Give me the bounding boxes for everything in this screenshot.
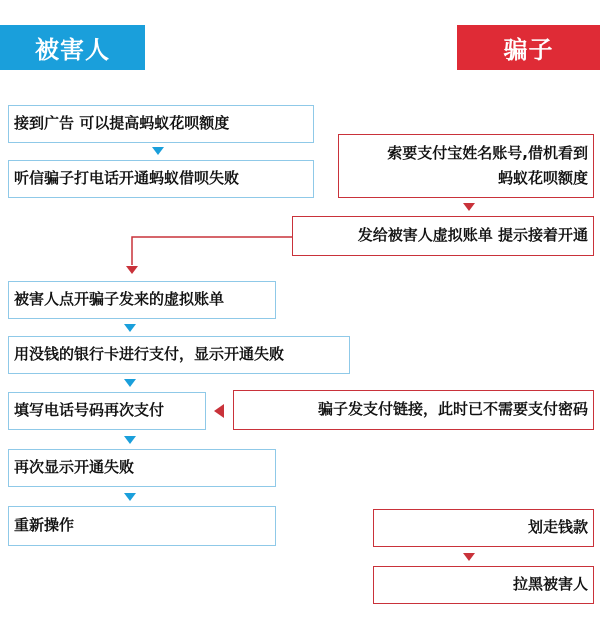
- step-v1: [8, 105, 314, 143]
- step-s3-text: 骗子发支付链接，此时已不需要支付密码: [317, 400, 588, 419]
- step-v7: [8, 506, 276, 546]
- step-v5-text: 填写电话号码再次支付: [14, 401, 165, 420]
- step-v1-text: 接到广告 可以提高蚂蚁花呗额度: [14, 114, 230, 133]
- step-v6-text: 再次显示开通失败: [14, 458, 135, 477]
- step-s4: [373, 509, 594, 547]
- step-s1-line2: 蚂蚁花呗额度: [497, 169, 588, 187]
- arrow-s4-s5: [463, 553, 475, 561]
- step-v4: [8, 336, 350, 374]
- step-v3-text: 被害人点开骗子发来的虚拟账单: [14, 290, 225, 309]
- step-v7-text: 重新操作: [14, 516, 75, 535]
- step-v3: [8, 281, 276, 319]
- victim-header-label: 被害人: [35, 36, 110, 64]
- arrow-v6-v7: [124, 493, 136, 501]
- arrow-v5-v6: [124, 436, 136, 444]
- arrow-v4-v5: [124, 379, 136, 387]
- step-v2-text: 听信骗子打电话开通蚂蚁借呗失败: [14, 169, 240, 188]
- step-s5-text: 拉黑被害人: [512, 575, 588, 594]
- step-s1: [338, 134, 594, 198]
- arrow-v3-v4: [124, 324, 136, 332]
- arrow-connector-to-v3: [126, 266, 138, 274]
- arrow-s3-to-v5: [214, 404, 224, 418]
- arrow-s1-s2: [463, 203, 475, 211]
- step-s1-line1: 索要支付宝姓名账号,借机看到: [387, 143, 588, 162]
- scammer-header-label: 骗子: [503, 36, 554, 64]
- arrow-v1-v2: [152, 147, 164, 155]
- step-v5: [8, 392, 206, 430]
- step-s5: [373, 566, 594, 604]
- step-s2: [292, 216, 594, 256]
- step-s2-text: 发给被害人虚拟账单 提示接着开通: [357, 226, 588, 245]
- step-s4-text: 划走钱款: [527, 518, 588, 537]
- step-v4-text: 用没钱的银行卡进行支付，显示开通失败: [14, 345, 285, 364]
- step-v2: [8, 160, 314, 198]
- connector-s2-to-v3: [132, 237, 292, 265]
- step-s3: [233, 390, 594, 430]
- step-v6: [8, 449, 276, 487]
